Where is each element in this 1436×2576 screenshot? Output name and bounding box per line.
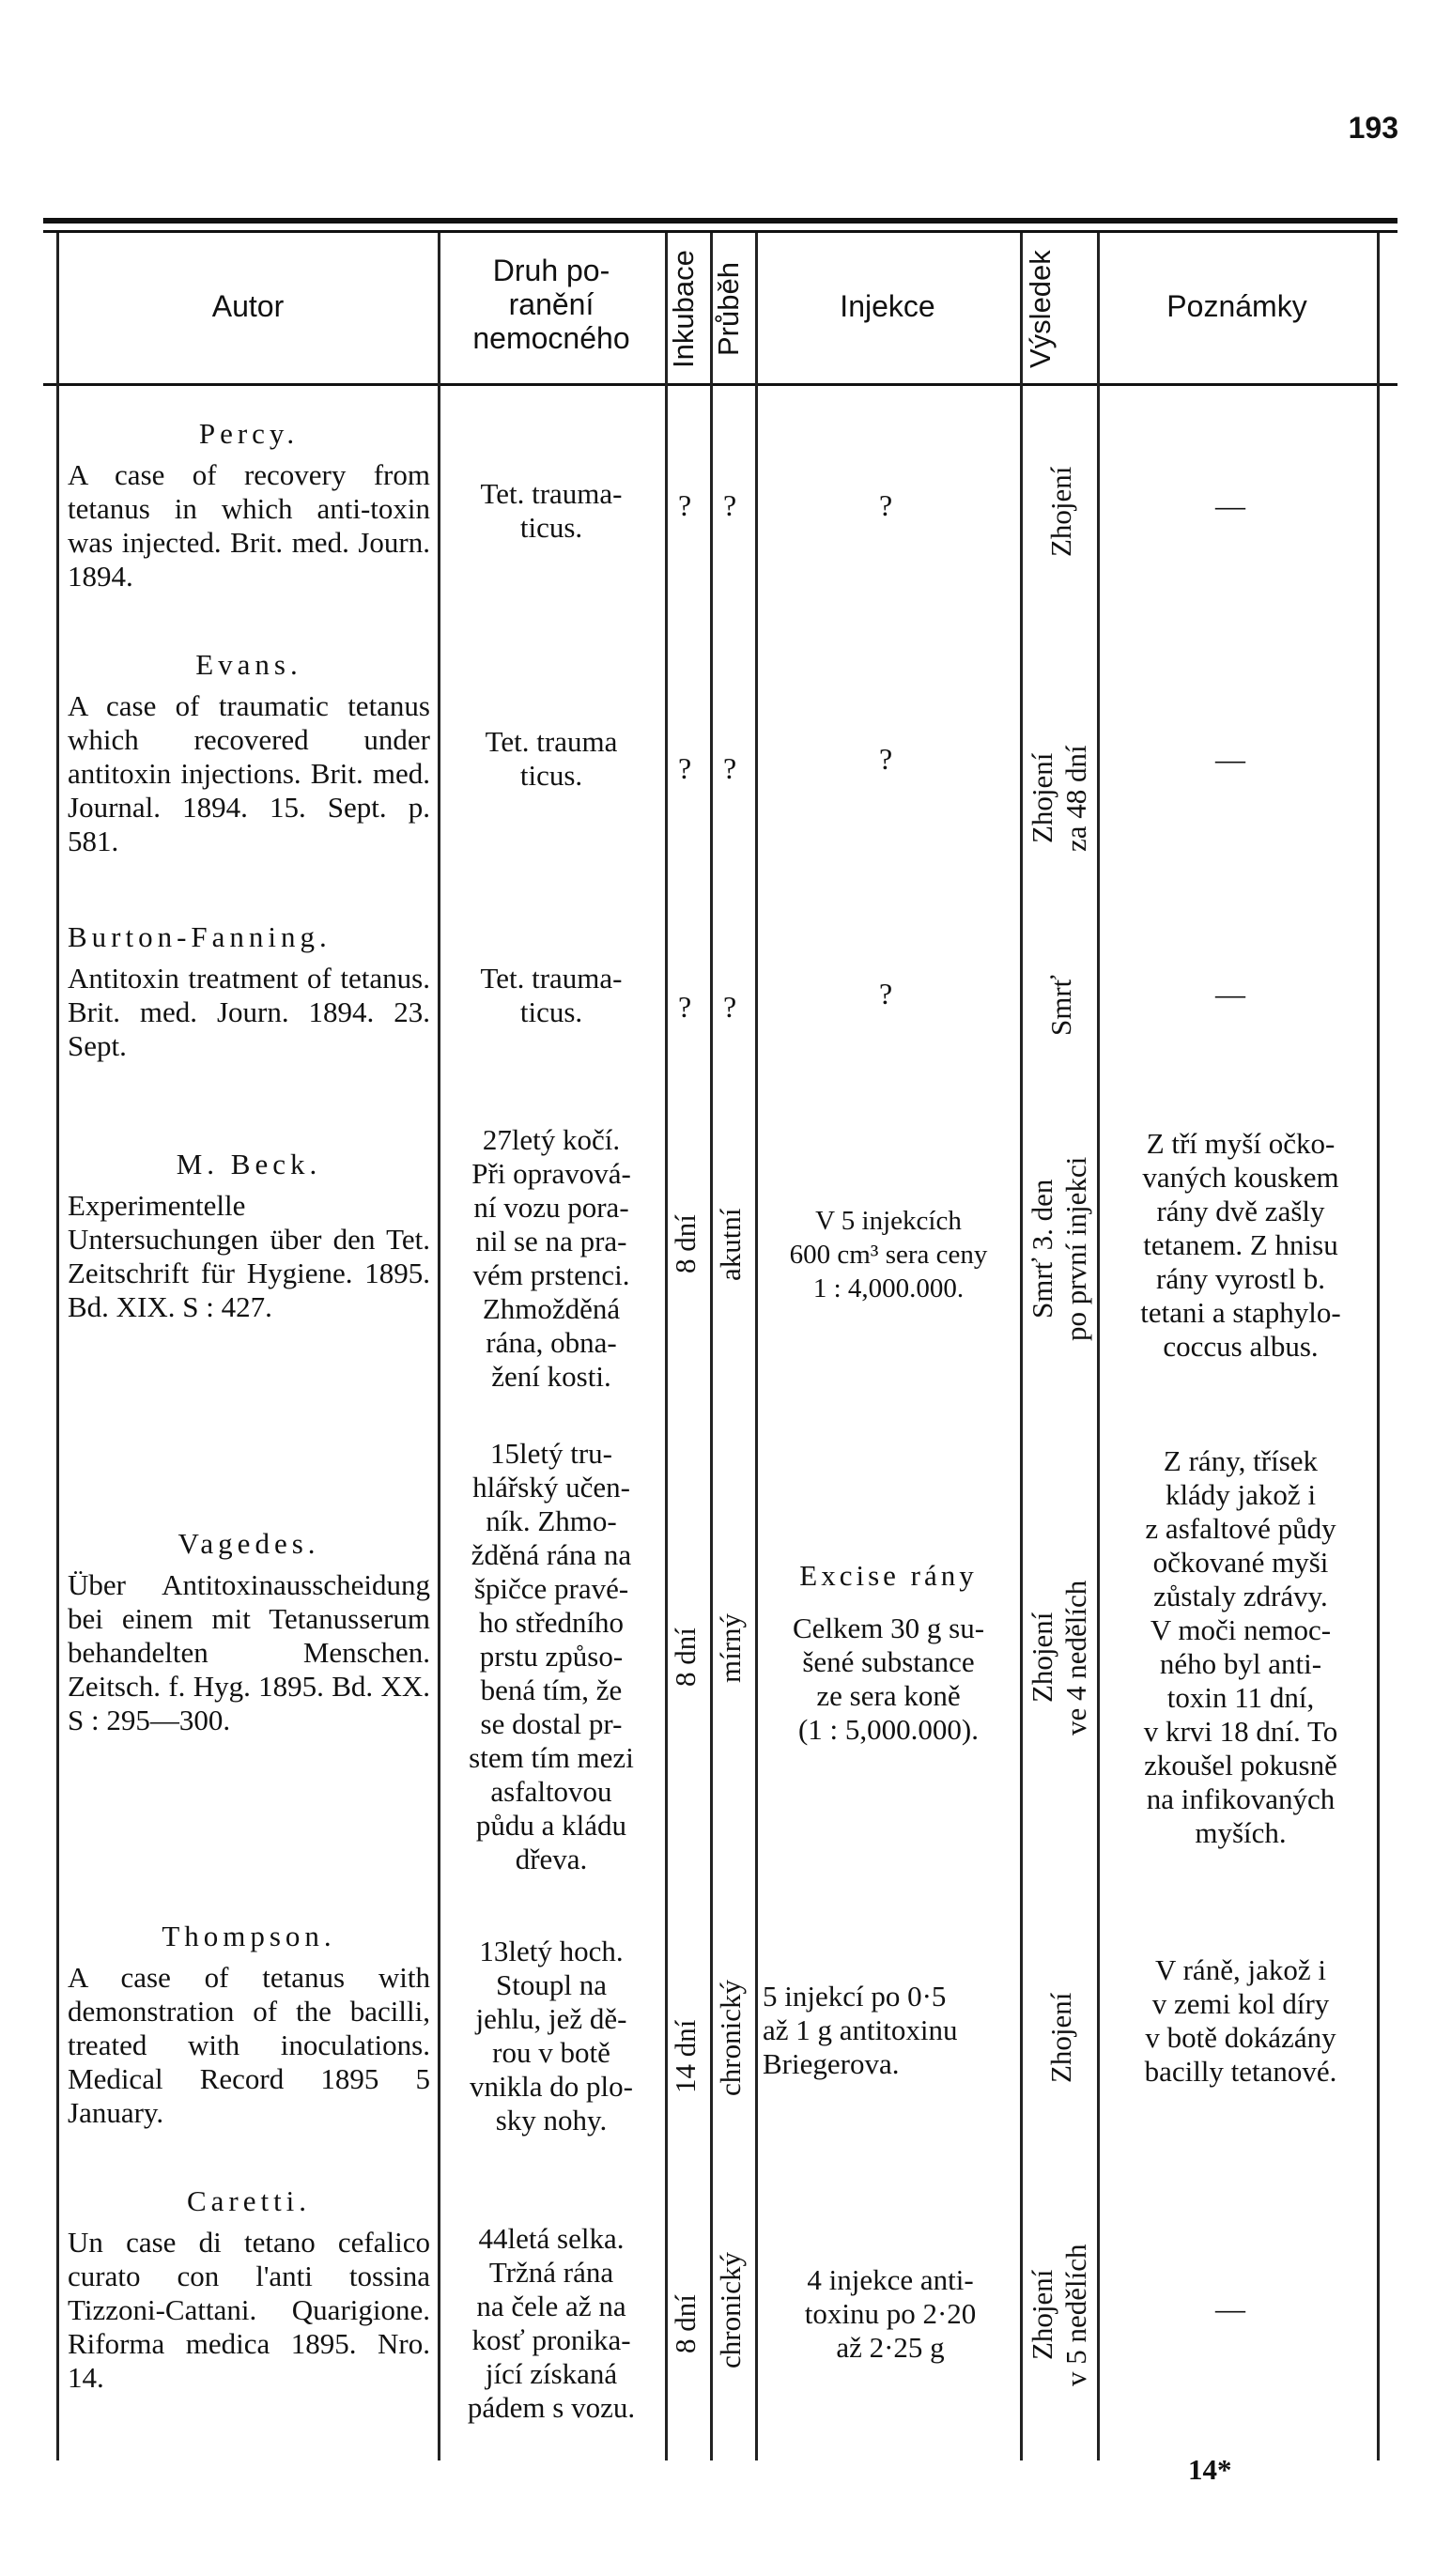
- vysledek-value: Zhojení ve 4 nedělích: [1026, 1580, 1092, 1735]
- inkubace-value: 8 dní: [669, 1627, 702, 1688]
- col-line-prubeh: [710, 233, 713, 2460]
- author-name: Thompson.: [162, 1920, 336, 1952]
- header-druh: Druh po- ranění nemocného: [472, 254, 630, 355]
- vysledek-value: Smrť 3. den po první injekci: [1026, 1156, 1092, 1342]
- col-line-poznamky: [1097, 233, 1100, 2460]
- druh-poraneni: Tet. trauma ticus.: [485, 725, 618, 792]
- druh-poraneni: Tet. trauma- ticus.: [480, 962, 623, 1028]
- reference: Über Antitoxinausscheidung bei einem mit Tetanusserum behandelten Menschen. Zeitsch. f. Hyg. 1895. Bd. XX. S : 295—300.: [68, 1568, 430, 1736]
- druh-poraneni: 44letá selka. Tržná rána na čele až na kosť pronika- jící získaná pádem s vozu.: [467, 2222, 636, 2424]
- row-burton-fanning: [68, 920, 430, 1063]
- poznamky-value: —: [1215, 488, 1245, 522]
- prubeh-value: ?: [723, 990, 737, 1024]
- author-name: Evans.: [195, 648, 302, 681]
- col-line-inkubace: [665, 233, 668, 2460]
- top-rule-thin: [43, 230, 1397, 233]
- injekce-value: V 5 injekcích 600 cm³ sera ceny 1 : 4,000.000.: [789, 1206, 988, 1303]
- reference: Un case di tetano cefalico curato con l'anti tossina Tizzoni-Cattani. Quarigione. Riforma medica 1895. Nro. 14.: [68, 2226, 430, 2394]
- injekce-value: ?: [879, 488, 893, 522]
- col-line-injekce: [755, 233, 758, 2460]
- poznamky-value: —: [1215, 2291, 1245, 2325]
- reference: A case of recovery from tetanus in which anti-toxin was injected. Brit. med. Journ. 1894.: [68, 458, 430, 593]
- header-injekce: Injekce: [840, 289, 935, 323]
- inkubace-value: ?: [678, 488, 692, 522]
- vysledek-value: Zhojení: [1044, 1992, 1077, 2084]
- row-beck: [68, 1148, 430, 1324]
- row-percy: [68, 417, 430, 594]
- inkubace-value: 8 dní: [669, 1214, 702, 1274]
- injekce-value: ?: [879, 977, 893, 1010]
- druh-poraneni: 27letý kočí. Při opravová- ní vozu pora- nil se na pra- vém prstenci. Zhmožděná rána, obna- žení kosti.: [471, 1123, 631, 1393]
- prubeh-value: ?: [723, 488, 737, 522]
- prubeh-value: ?: [723, 751, 737, 785]
- reference: A case of traumatic tetanus which recovered under antitoxin injections. Brit. med. Journal. 1894. 15. Sept. p. 581.: [68, 689, 430, 857]
- vysledek-value: Zhojení v 5 nedělích: [1026, 2244, 1092, 2386]
- vysledek-value: Zhojení: [1044, 466, 1077, 558]
- inkubace-value: ?: [678, 751, 692, 785]
- vysledek-value: Zhojení za 48 dní: [1026, 745, 1092, 852]
- injekce-value: Celkem 30 g su- šené substance ze sera koně (1 : 5,000.000).: [792, 1612, 985, 1746]
- poznamky-value: Z rány, třísek klády jakož i z asfaltové půdy očkované myši zůstaly zdrávy. V moči nemoc- ného byl anti- toxin 11 dní, v krvi 18 dní. To zkoušel pokusně na infikovaných myších.: [1143, 1444, 1338, 1849]
- druh-poraneni: Tet. trauma- ticus.: [480, 477, 623, 544]
- author-name: M. Beck.: [176, 1148, 322, 1180]
- prubeh-value: mírný: [714, 1612, 747, 1684]
- header-inkubace: Inkubace: [667, 250, 700, 368]
- poznamky-value: —: [1215, 742, 1245, 776]
- poznamky-value: Z tří myší očko- vaných kouskem rány dvě zašly tetanem. Z hnisu rány vyrostl b. tetani a staphylo- coccus albus.: [1140, 1127, 1341, 1363]
- injekce-value: 4 injekce anti- toxinu po 2·20 až 2·25 g: [804, 2263, 977, 2364]
- poznamky-value: —: [1215, 977, 1245, 1010]
- row-vagedes: [68, 1527, 430, 1737]
- reference: A case of tetanus with demonstration of the bacilli, treated with inoculations. Medical Record 1895 5 January.: [68, 1961, 430, 2129]
- author-name: Burton-Fanning.: [68, 920, 332, 953]
- vysledek-value: Smrť: [1044, 975, 1077, 1037]
- row-caretti: [68, 2184, 430, 2395]
- inkubace-value: 8 dní: [669, 2294, 702, 2354]
- inkubace-value: ?: [678, 990, 692, 1024]
- inkubace-value: 14 dní: [669, 2019, 702, 2094]
- author-name: Percy.: [198, 417, 300, 450]
- row-thompson: [68, 1920, 430, 2130]
- header-prubeh: Průběh: [712, 262, 745, 356]
- col-line-left: [56, 233, 59, 2460]
- poznamky-value: V ráně, jakož i v zemi kol díry v botě dokázány bacilly tetanové.: [1144, 1953, 1337, 2088]
- prubeh-value: chronický: [714, 2252, 747, 2368]
- header-autor: Autor: [211, 289, 285, 323]
- prubeh-value: chronický: [714, 1980, 747, 2096]
- col-line-druh: [438, 233, 440, 2460]
- druh-poraneni: 15letý tru- hlářský učen- ník. Zhmo- žděná rána na špičce pravé- ho středního prstu způso- bená tím, že se dostal pr- stem tím mezi asfaltovou půdu a kládu dřeva.: [469, 1437, 634, 1875]
- author-name: Vagedes.: [178, 1527, 320, 1560]
- header-poznamky: Poznámky: [1166, 289, 1307, 323]
- col-line-right: [1377, 233, 1380, 2460]
- injekce-value: ?: [879, 742, 893, 776]
- header-vysledek: Výsledek: [1024, 250, 1057, 368]
- prubeh-value: akutní: [714, 1208, 747, 1281]
- col-line-vysledek: [1020, 233, 1023, 2460]
- top-rule-thick: [43, 218, 1397, 224]
- page-number: 193: [1348, 111, 1398, 145]
- signature-mark: 14*: [1188, 2453, 1232, 2486]
- header-bottom-rule: [43, 383, 1397, 386]
- row-evans: [68, 648, 430, 858]
- reference: Antitoxin treatment of tetanus. Brit. med. Journ. 1894. 23. Sept.: [68, 962, 430, 1062]
- author-name: Caretti.: [186, 2184, 312, 2217]
- injekce-title: Excise rány: [799, 1559, 978, 1592]
- druh-poraneni: 13letý hoch. Stoupl na jehlu, jež dě- rou v botě vnikla do plo- sky nohy.: [470, 1935, 633, 2136]
- injekce-value: 5 injekcí po 0·5 až 1 g antitoxinu Briegerova.: [763, 1980, 958, 2080]
- reference: Experimentelle Untersuchungen über den Tet. Zeitschrift für Hygiene. 1895. Bd. XIX. S : 427.: [68, 1189, 430, 1323]
